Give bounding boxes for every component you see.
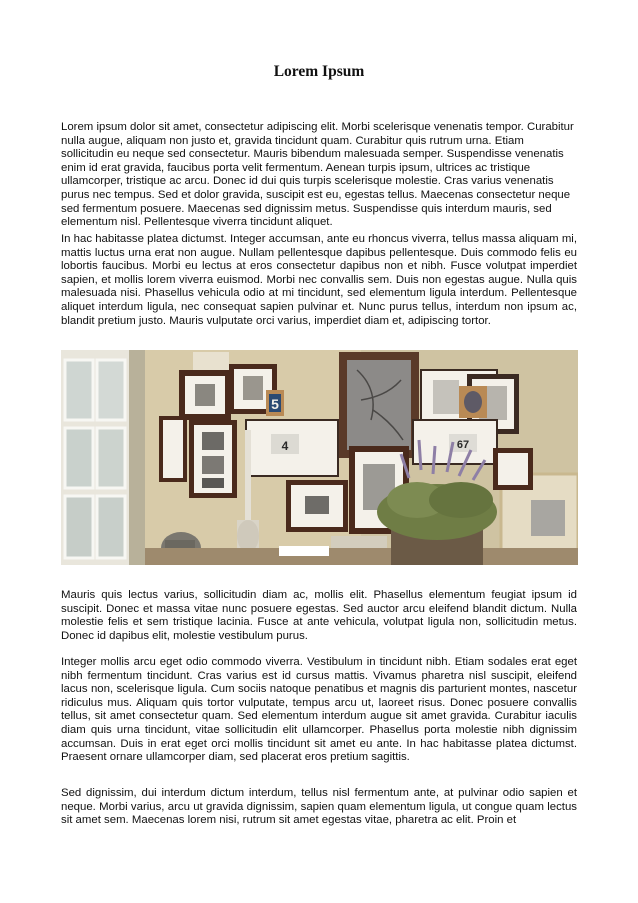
document-title: Lorem Ipsum bbox=[273, 63, 365, 80]
gallery-wall-illustration bbox=[61, 350, 578, 565]
paragraph-1: Lorem ipsum dolor sit amet, consectetur adipiscing elit. Morbi scelerisque venenatis tempor. Curabitur nulla augue, aliquam non justo et, gravida tincidunt quam. Curabitur quis rutrum urna. Etiam sollicitudin eu neque sed consectetur. Mauris bibendum malesuada semper. Suspendisse venenatis enim id erat gravida, faucibus porta velit fermentum. Aenean turpis ipsum, ultrices ac tristique ullamcorper, tristique ac arcu. Donec id dui quis turpis scelerisque molestie. Cras varius venenatis purus nec tempus. Sed et dolor gravida, suscipit est eu, egestas tellus. Maecenas consectetur neque sed fermentum posuere. Maecenas sed dignissim metus. Suspendisse quis interdum mauris, sed elementum nisl. Pellentesque viverra tincidunt aliquet. bbox=[61, 121, 574, 229]
frame-number-4: 4 bbox=[281, 439, 289, 453]
paragraph-5: Sed dignissim, dui interdum dictum interdum, tellus nisl fermentum ante, at pulvinar odio sapien et neque. Morbi varius, arcu ut gravida dignissim, sapien quam elementum ligula, ut congue quam lectus sit amet sem. Maecenas lorem nisi, rutrum sit amet egestas vitae, pharetra ac elit. Proin et bbox=[61, 787, 577, 827]
paragraph-2: In hac habitasse platea dictumst. Integer accumsan, ante eu rhoncus viverra, tellus massa aliquam mi, mattis luctus urna erat non augue. Nullam pellentesque dapibus pellentesque. Duis commodo felis eu lobortis faucibus. Morbi eu lectus at eros consectetur dapibus non et nibh. Fusce volutpat imperdiet sapien, et mollis lorem viverra euismod. Morbi nec convallis sem. Duis non egestas augue. Nulla quis malesuada nisi. Phasellus vehicula odio at mi tincidunt, sed elementum ligula interdum. Pellentesque aliquet interdum ligula, nec consequat sapien pulvinar et. Nunc purus tellus, interdum non ipsum ac, blandit pretium justo. Mauris vulputate orci varius, imperdiet diam et, adipiscing tortor. bbox=[61, 233, 577, 327]
frame-number-5: 5 bbox=[271, 396, 279, 412]
paragraph-3: Mauris quis lectus varius, sollicitudin diam ac, mollis elit. Phasellus elementum feugiat ipsum id suscipit. Donec et massa vitae nunc posuere egestas. Sed auctor arcu eleifend blandit dictum. Nulla molestie felis et sem tristique lacinia. Fusce at ante vehicula, volutpat ligula non, sollicitudin metus. Donec id dapibus elit, molestie vestibulum purus. bbox=[61, 589, 577, 642]
frame-number-67: 67 bbox=[456, 439, 470, 451]
paragraph-4: Integer mollis arcu eget odio commodo viverra. Vestibulum in tincidunt nibh. Etiam sodales erat eget nibh fermentum tincidunt. Cras varius est id cursus mattis. Vivamus pharetra nisl suscipit, eleifend lacus non, scelerisque ligula. Cum sociis natoque penatibus et magnis dis parturient montes, nascetur ridiculus mus. Aliquam quis tortor vulputate, tempus arcu ut, laoreet risus. Donec posuere convallis tellus, sit amet consectetur quam. Sed elementum interdum augue sit amet gravida. Curabitur iaculis diam quis urna tincidunt, vitae sollicitudin elit ullamcorper. Phasellus porta molestie nibh dignissim accumsan. Duis in erat eget orci mollis tincidunt sit amet eu ante. In hac habitasse platea dictumst. Praesent ornare ullamcorper diam, sed placerat eros pretium sagittis. bbox=[61, 656, 577, 764]
gallery-wall-photo bbox=[61, 350, 578, 565]
